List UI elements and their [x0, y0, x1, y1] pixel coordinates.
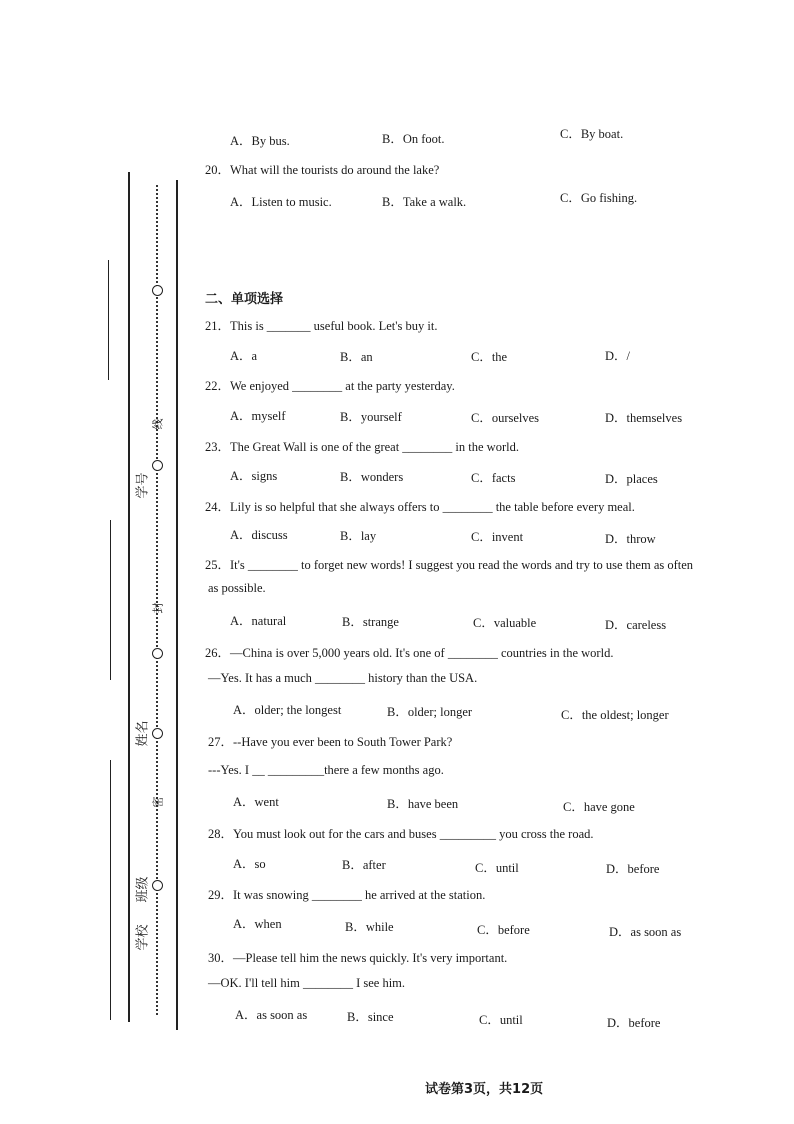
- q22-option-b: B．yourself: [340, 410, 402, 424]
- q23-option-d: D．places: [605, 472, 658, 486]
- q30-option-c: C．until: [479, 1013, 523, 1027]
- margin-label-feng: 封: [151, 602, 165, 614]
- q22-stem: 22．We enjoyed ________ at the party yesterday.: [205, 379, 455, 393]
- q20-option-b: B．Take a walk.: [382, 195, 467, 209]
- margin-circle-1: [152, 285, 163, 296]
- q21-option-a: A．a: [230, 349, 258, 363]
- q23-option-b: B．wonders: [340, 470, 404, 484]
- q29-option-a: A．when: [233, 917, 282, 931]
- margin-rule-left: [128, 172, 130, 1022]
- q29-option-c: C．before: [477, 923, 530, 937]
- q28-stem: 28．You must look out for the cars and buses _________ you cross the road.: [208, 827, 594, 841]
- q29-stem: 29．It was snowing ________ he arrived at the station.: [208, 888, 486, 902]
- q28-option-d: D．before: [606, 862, 660, 876]
- q30-option-d: D．before: [607, 1016, 661, 1030]
- q21-option-d: D．/: [605, 349, 631, 363]
- q25-option-b: B．strange: [342, 615, 399, 629]
- q19-option-c: C．By boat.: [560, 127, 624, 141]
- q26-stem: 26．—China is over 5,000 years old. It's one of ________ countries in the world.: [205, 646, 614, 660]
- q30-stem-continued: —OK. I'll tell him ________ I see him.: [208, 976, 406, 990]
- margin-circle-2: [152, 460, 163, 471]
- page-footer: 试卷第3页，共12页: [425, 1082, 544, 1097]
- q24-stem: 24．Lily is so helpful that she always offers to ________ the table before every meal.: [205, 500, 635, 514]
- q23-option-a: A．signs: [230, 469, 278, 483]
- margin-underline-3: [110, 760, 111, 1020]
- q30-option-a: A．as soon as: [235, 1008, 308, 1022]
- q24-option-c: C．invent: [471, 530, 524, 544]
- margin-rule-right: [176, 180, 178, 1030]
- q29-option-b: B．while: [345, 920, 394, 934]
- q19-option-a: A．By bus.: [230, 134, 290, 148]
- margin-circle-4: [152, 728, 163, 739]
- q24-option-a: A．discuss: [230, 528, 288, 542]
- q27-stem-continued: ---Yes. I __ _________there a few months ago.: [208, 763, 444, 777]
- margin-label-xingming: 姓名: [135, 720, 151, 747]
- q23-stem: 23．The Great Wall is one of the great ________ in the world.: [205, 440, 519, 454]
- margin-label-xuehao: 学号: [135, 472, 151, 499]
- q25-stem-continued: as possible.: [208, 581, 266, 595]
- margin-label-mi: 密: [151, 796, 165, 808]
- q22-option-a: A．myself: [230, 409, 286, 423]
- q30-stem: 30．—Please tell him the news quickly. It's very important.: [208, 951, 508, 965]
- q28-option-c: C．until: [475, 861, 519, 875]
- q30-option-b: B．since: [347, 1010, 394, 1024]
- q24-option-b: B．lay: [340, 529, 377, 543]
- margin-circle-3: [152, 648, 163, 659]
- margin-label-xuexiao: 学校: [135, 924, 151, 951]
- q25-stem: 25．It's ________ to forget new words! I suggest you read the words and try to use them as often: [205, 558, 694, 572]
- q26-stem-continued: —Yes. It has a much ________ history than the USA.: [208, 671, 478, 685]
- q26-option-a: A．older; the longest: [233, 703, 342, 717]
- q25-option-a: A．natural: [230, 614, 287, 628]
- q28-option-a: A．so: [233, 857, 266, 871]
- q21-option-c: C．the: [471, 350, 508, 364]
- q25-option-d: D．careless: [605, 618, 667, 632]
- margin-underline-2: [110, 520, 111, 680]
- q22-option-d: D．themselves: [605, 411, 683, 425]
- q19-option-b: B．On foot.: [382, 132, 445, 146]
- margin-circle-5: [152, 880, 163, 891]
- q20-option-c: C．Go fishing.: [560, 191, 638, 205]
- q27-option-a: A．went: [233, 795, 279, 809]
- margin-label-xian: 线: [151, 418, 165, 430]
- q26-option-b: B．older; longer: [387, 705, 473, 719]
- q21-stem: 21．This is _______ useful book. Let's buy it.: [205, 319, 438, 333]
- q23-option-c: C．facts: [471, 471, 516, 485]
- q20-option-a: A．Listen to music.: [230, 195, 332, 209]
- q20-stem: 20．What will the tourists do around the lake?: [205, 163, 440, 177]
- q21-option-b: B．an: [340, 350, 373, 364]
- margin-underline-1: [108, 260, 109, 380]
- q27-option-c: C．have gone: [563, 800, 635, 814]
- q29-option-d: D．as soon as: [609, 925, 682, 939]
- q22-option-c: C．ourselves: [471, 411, 540, 425]
- q24-option-d: D．throw: [605, 532, 656, 546]
- q25-option-c: C．valuable: [473, 616, 537, 630]
- margin-label-banji: 班级: [135, 876, 151, 903]
- q27-stem: 27．--Have you ever been to South Tower Park?: [208, 735, 453, 749]
- section-title: 二、单项选择: [205, 292, 284, 307]
- q27-option-b: B．have been: [387, 797, 459, 811]
- q28-option-b: B．after: [342, 858, 386, 872]
- q26-option-c: C．the oldest; longer: [561, 708, 669, 722]
